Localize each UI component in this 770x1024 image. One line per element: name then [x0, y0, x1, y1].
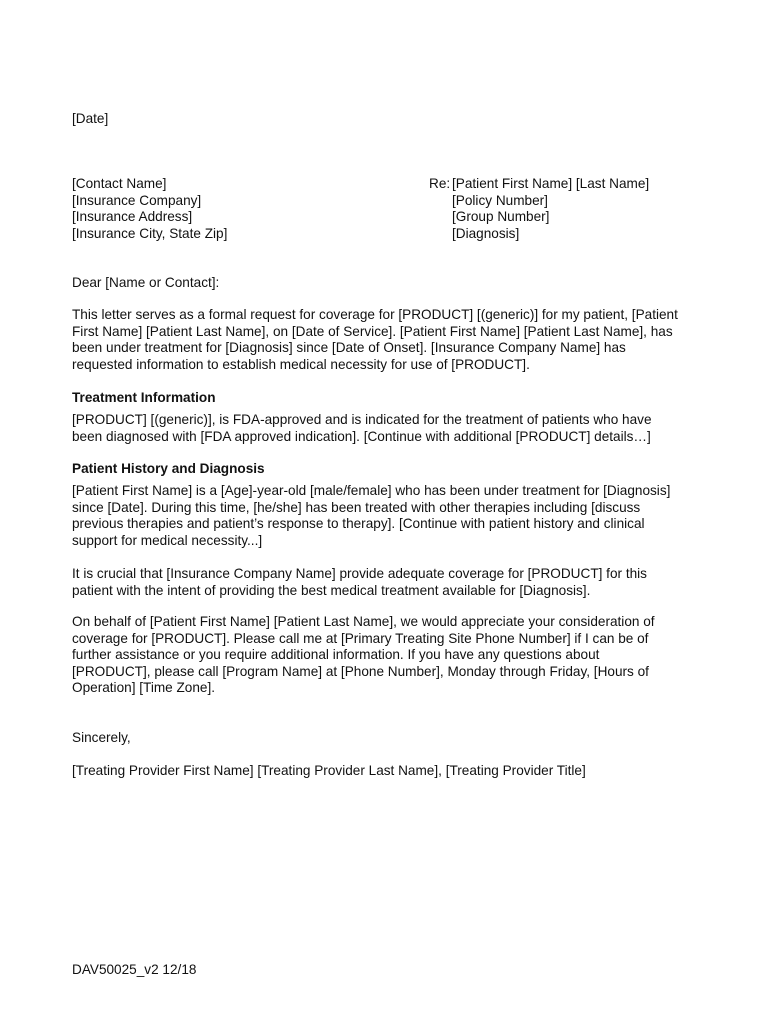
recipient-address-line: [Insurance Address]	[72, 209, 193, 224]
behalf-line: coverage for [PRODUCT]. Please call me at [Primary Treating Site Phone Number] if I can be of	[72, 630, 649, 646]
crucial-line: It is crucial that [Insurance Company Name] provide adequate coverage for [PRODUCT] for this	[72, 566, 647, 581]
history-line: support for medical necessity...]	[72, 532, 263, 548]
history-line: previous therapies and patient’s response to therapy]. [Continue with patient history and clinical	[72, 516, 645, 532]
re-label: Re:	[429, 176, 451, 191]
history-line: since [Date]. During this time, [he/she] has been treated with other therapies including [discuss	[72, 499, 641, 515]
treatment-line: [PRODUCT] [(generic)], is FDA-approved and is indicated for the treatment of patients who have	[72, 412, 652, 427]
intro-paragraph	[72, 307, 702, 373]
intro-line: First Name] [Patient Last Name], on [Date of Service]. [Patient First Name] [Patient Last Name], has	[72, 323, 673, 339]
crucial-paragraph	[72, 566, 702, 599]
treatment-heading: Treatment Information	[72, 390, 216, 405]
re-patient-row	[429, 176, 649, 193]
closing: Sincerely,	[72, 730, 131, 745]
re-diagnosis: [Diagnosis]	[452, 225, 520, 241]
recipient-contact-name: [Contact Name]	[72, 176, 167, 191]
behalf-line: [PRODUCT], please call [Program Name] at [Phone Number], Monday through Friday, [Hours of	[72, 663, 649, 679]
signature-line: [Treating Provider First Name] [Treating Provider Last Name], [Treating Provider Title]	[72, 763, 586, 778]
behalf-line: further assistance or you require additional information. If you have any questions about	[72, 647, 600, 663]
history-line: [Patient First Name] is a [Age]-year-old [male/female] who has been under treatment for [Diagnosis]	[72, 483, 671, 498]
intro-line: This letter serves as a formal request for coverage for [PRODUCT] [(generic)] for my patient, [Patient	[72, 307, 678, 322]
intro-line: requested information to establish medical necessity for use of [PRODUCT].	[72, 356, 530, 372]
recipient-city-state-zip: [Insurance City, State Zip]	[72, 225, 228, 241]
re-block	[429, 176, 649, 242]
history-heading: Patient History and Diagnosis	[72, 461, 265, 476]
treatment-line: been diagnosed with [FDA approved indication]. [Continue with additional [PRODUCT] details…]	[72, 428, 651, 444]
greeting: Dear [Name or Contact]:	[72, 275, 220, 290]
behalf-paragraph	[72, 614, 702, 697]
history-paragraph	[72, 483, 702, 549]
re-patient-name: [Patient First Name] [Last Name]	[452, 176, 650, 191]
crucial-line: patient with the intent of providing the best medical treatment available for [Diagnosis].	[72, 582, 591, 598]
re-policy-number: [Policy Number]	[452, 192, 548, 208]
behalf-line: Operation] [Time Zone].	[72, 680, 216, 696]
treatment-paragraph	[72, 412, 702, 445]
recipient-address	[72, 176, 227, 242]
recipient-company: [Insurance Company]	[72, 192, 202, 208]
behalf-line: On behalf of [Patient First Name] [Patient Last Name], we would appreciate your consideration of	[72, 614, 655, 629]
letter-date: [Date]	[72, 111, 109, 126]
footer-document-code: DAV50025_v2 12/18	[72, 962, 197, 977]
re-group-number: [Group Number]	[452, 209, 550, 224]
intro-line: been under treatment for [Diagnosis] since [Date of Onset]. [Insurance Company Name] has	[72, 340, 626, 356]
